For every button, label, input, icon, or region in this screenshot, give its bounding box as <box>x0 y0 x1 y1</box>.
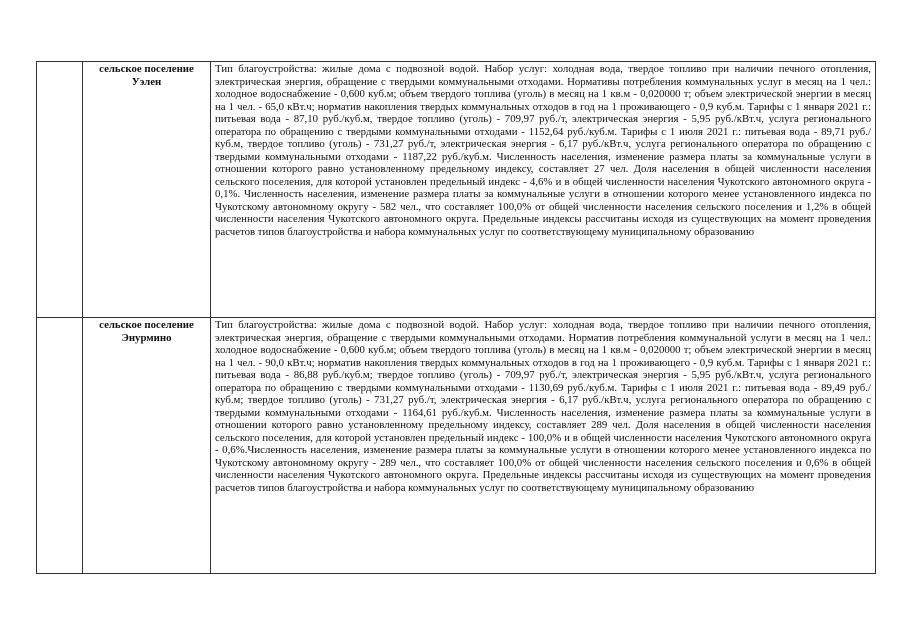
table-row <box>37 62 876 318</box>
description-cell: Тип благоустройства: жилые дома с подвозной водой. Набор услуг: холодная вода, твердое топливо при наличии печного отопления, электрическая энергия, обращение с твердыми коммунальными отходами. Нормативы потребления коммунальных услуг в месяц на 1 чел.: холодное водоснабжение - 0,600 куб.м; объем твердого топлива (уголь) в месяц на 1 кв.м - 0,020000 т; объем электрической энергии в месяц на 1 чел. - 65,0 кВт.ч; норматив накопления твердых коммунальных отходов в год на 1 проживающего - 0,9 куб.м. Тарифы с 1 января 2021 г.: питьевая вода - 87,10 руб./куб.м, твердое топливо (уголь) - 709,97 руб./т, электрическая энергия - 5,95 руб./кВт.ч, услуга регионального оператора по обращению с твердыми коммунальными отходами - 1152,64 руб./куб.м. Тарифы с 1 июля 2021 г.: питьевая вода - 89,71 руб./куб.м, твердое топливо (уголь) - 731,27 руб./т, электрическая энергия - 6,17 руб./кВт.ч, услуга регионального оператора по обращению с твердыми коммунальными отходами - 1187,22 руб./куб.м. Численность населения, изменение размера платы за коммунальные услуги в отношении которого равно установленному предельному индексу, составляет 27 чел. Доля населения в общей численности населения сельского поселения, для которой установлен предельный индекс - 4,6% и в общей численности населения Чукотского автономного округа - 0,1%. Численность населения, изменение размера платы за коммунальные услуги в отношении которого менее установленного индекса по Чукотскому автономному округу - 582 чел., что составляет 100,0% от общей численности населения сельского поселения и 1,2% в общей численности населения Чукотского автономного округа. Предельные индексы рассчитаны исходя из существующих на момент проведения расчетов типов благоустройства и набора коммунальных услуг по соответствующему муниципальному образованию <box>211 62 876 318</box>
row-number-cell <box>37 318 83 574</box>
settlements-table <box>36 61 876 574</box>
settlement-name: сельское поселение Энурмино <box>99 319 194 344</box>
settlement-name-cell <box>83 318 211 574</box>
settlement-name-cell <box>83 62 211 318</box>
table-row <box>37 318 876 574</box>
settlement-name: сельское поселение Уэлен <box>99 63 194 88</box>
row-number-cell <box>37 62 83 318</box>
description-cell: Тип благоустройства: жилые дома с подвозной водой. Набор услуг: холодная вода, твердое топливо при наличии печного отопления, электрическая энергия, обращение с твердыми коммунальными отходами. Норматив потребления коммунальной услуги в месяц на 1 чел.: холодное водоснабжение - 0,600 куб.м; объем твердого топлива (уголь) в месяц на 1 кв.м - 0,020000 т; объем электрической энергии в месяц на 1 чел. - 90,0 кВт.ч; норматив накопления твердых коммунальных отходов в год на 1 проживающего - 0,9 куб.м. Тарифы с 1 января 2021 г.: питьевая вода - 86,88 руб./куб.м; твердое топливо (уголь) - 709,97 руб./т, электрическая энергия - 5,95 руб./кВт.ч, услуга регионального оператора по обращению с твердыми коммунальными отходами - 1130,69 руб./куб.м. Тарифы с 1 июля 2021 г.: питьевая вода - 89,49 руб./куб.м; твердое топливо (уголь) - 731,27 руб./т, электрическая энергия - 6,17 руб./кВт.ч, услуга регионального оператора по обращению с твердыми коммунальными отходами - 1164,61 руб./куб.м. Численность населения, изменение размера платы за коммунальные услуги в отношении которого равно установленному предельному индексу, составляет 289 чел. Доля населения в общей численности населения сельского поселения, для которой установлен предельный индекс - 100,0% и в общей численности населения Чукотского автономного округа - 0,6%.Численность населения, изменение размера платы за коммунальные услуги в отношении которого менее установленного индекса по Чукотскому автономному округу - 289 чел., что составляет 100,0% от общей численности населения сельского поселения и 0,6% в общей численности населения Чукотского автономного округа. Предельные индексы рассчитаны исходя из существующих на момент проведения расчетов типов благоустройства и набора коммунальных услуг по соответствующему муниципальному образованию <box>211 318 876 574</box>
